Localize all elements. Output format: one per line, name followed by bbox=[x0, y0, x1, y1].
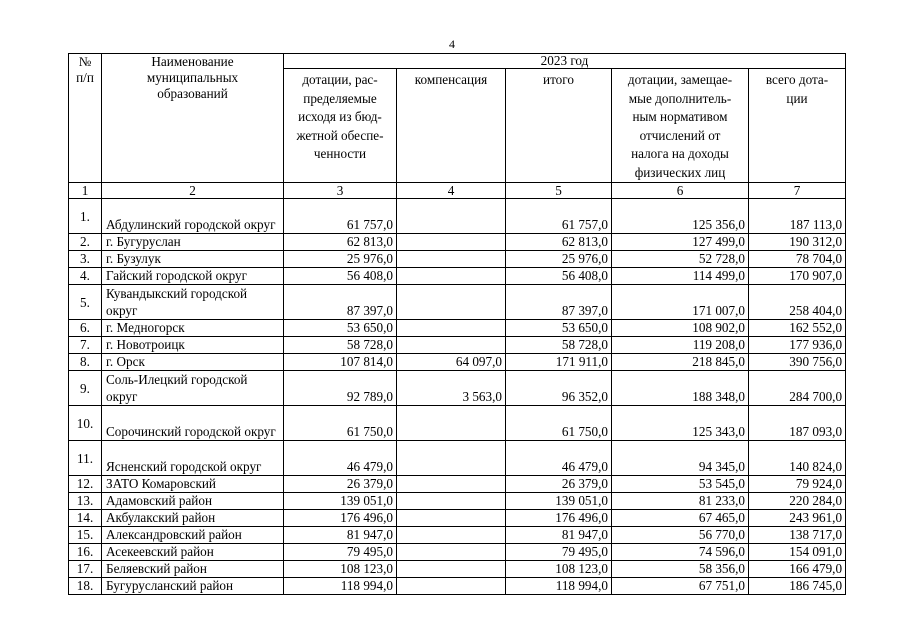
row-value bbox=[397, 285, 506, 320]
row-name: ЗАТО Комаровский bbox=[102, 476, 284, 493]
row-value: 56 408,0 bbox=[506, 268, 612, 285]
row-value bbox=[397, 406, 506, 441]
header-municipality: Наименование муниципальных образований bbox=[102, 54, 284, 183]
row-value: 114 499,0 bbox=[612, 268, 749, 285]
row-value bbox=[397, 199, 506, 234]
table-row bbox=[69, 476, 846, 493]
header-col-subsidies-budget: дотации, рас- пределяемые исходя из бюд- жетной обеспе- ченности bbox=[284, 69, 397, 183]
row-value: 138 717,0 bbox=[749, 527, 846, 544]
row-value: 26 379,0 bbox=[284, 476, 397, 493]
row-value: 56 408,0 bbox=[284, 268, 397, 285]
row-value: 81 947,0 bbox=[506, 527, 612, 544]
header-col-total: итого bbox=[506, 69, 612, 183]
row-index: 13. bbox=[69, 493, 102, 510]
row-value bbox=[397, 337, 506, 354]
row-name: Бугурусланский район bbox=[102, 578, 284, 595]
row-value: 25 976,0 bbox=[506, 251, 612, 268]
row-value bbox=[397, 493, 506, 510]
row-value: 46 479,0 bbox=[284, 441, 397, 476]
row-value: 108 123,0 bbox=[284, 561, 397, 578]
row-name: Александровский район bbox=[102, 527, 284, 544]
row-value: 176 496,0 bbox=[284, 510, 397, 527]
row-value: 53 545,0 bbox=[612, 476, 749, 493]
page-number: 4 bbox=[449, 37, 455, 51]
column-number: 2 bbox=[102, 183, 284, 199]
table-row bbox=[69, 285, 846, 320]
row-value: 284 700,0 bbox=[749, 371, 846, 406]
row-name: Соль-Илецкий городской округ bbox=[102, 371, 284, 406]
row-value: 108 123,0 bbox=[506, 561, 612, 578]
row-name: г. Медногорск bbox=[102, 320, 284, 337]
row-value: 139 051,0 bbox=[506, 493, 612, 510]
row-index: 4. bbox=[69, 268, 102, 285]
row-value: 74 596,0 bbox=[612, 544, 749, 561]
row-value: 125 356,0 bbox=[612, 199, 749, 234]
row-name: Ясненский городской округ bbox=[102, 441, 284, 476]
header-number: № п/п bbox=[69, 54, 102, 183]
row-value bbox=[397, 268, 506, 285]
table-row bbox=[69, 578, 846, 595]
row-name: г. Бузулук bbox=[102, 251, 284, 268]
row-value: 154 091,0 bbox=[749, 544, 846, 561]
row-value: 25 976,0 bbox=[284, 251, 397, 268]
row-index: 11. bbox=[69, 441, 102, 476]
header-col-compensation: компенсация bbox=[397, 69, 506, 183]
row-value: 118 994,0 bbox=[284, 578, 397, 595]
table-row bbox=[69, 199, 846, 234]
table-row bbox=[69, 337, 846, 354]
row-value: 58 728,0 bbox=[284, 337, 397, 354]
row-value: 188 348,0 bbox=[612, 371, 749, 406]
column-number: 7 bbox=[749, 183, 846, 199]
row-value: 125 343,0 bbox=[612, 406, 749, 441]
row-name: Беляевский район bbox=[102, 561, 284, 578]
row-value: 3 563,0 bbox=[397, 371, 506, 406]
row-value: 187 113,0 bbox=[749, 199, 846, 234]
row-value: 56 770,0 bbox=[612, 527, 749, 544]
row-value bbox=[397, 510, 506, 527]
row-value: 94 345,0 bbox=[612, 441, 749, 476]
row-value: 107 814,0 bbox=[284, 354, 397, 371]
row-value: 218 845,0 bbox=[612, 354, 749, 371]
row-value: 258 404,0 bbox=[749, 285, 846, 320]
row-index: 14. bbox=[69, 510, 102, 527]
row-value: 127 499,0 bbox=[612, 234, 749, 251]
row-name: г. Орск bbox=[102, 354, 284, 371]
row-value: 53 650,0 bbox=[284, 320, 397, 337]
row-name: г. Бугуруслан bbox=[102, 234, 284, 251]
table-row bbox=[69, 371, 846, 406]
row-value: 187 093,0 bbox=[749, 406, 846, 441]
table-row bbox=[69, 406, 846, 441]
row-index: 16. bbox=[69, 544, 102, 561]
column-number: 5 bbox=[506, 183, 612, 199]
row-value: 64 097,0 bbox=[397, 354, 506, 371]
row-value: 220 284,0 bbox=[749, 493, 846, 510]
row-index: 7. bbox=[69, 337, 102, 354]
table-row bbox=[69, 561, 846, 578]
row-value: 78 704,0 bbox=[749, 251, 846, 268]
row-value: 176 496,0 bbox=[506, 510, 612, 527]
table-row bbox=[69, 251, 846, 268]
table-row bbox=[69, 268, 846, 285]
row-name: Сорочинский городской округ bbox=[102, 406, 284, 441]
table-row bbox=[69, 544, 846, 561]
row-index: 2. bbox=[69, 234, 102, 251]
row-value: 52 728,0 bbox=[612, 251, 749, 268]
row-value: 81 947,0 bbox=[284, 527, 397, 544]
row-index: 10. bbox=[69, 406, 102, 441]
row-value bbox=[397, 476, 506, 493]
row-value: 96 352,0 bbox=[506, 371, 612, 406]
table-row bbox=[69, 234, 846, 251]
row-value: 140 824,0 bbox=[749, 441, 846, 476]
column-number: 6 bbox=[612, 183, 749, 199]
row-name: Адамовский район bbox=[102, 493, 284, 510]
header-col-subsidies-tax: дотации, замещае- мые дополнитель- ным нормативом отчислений от налога на доходы физических лиц bbox=[612, 69, 749, 183]
row-name: г. Новотроицк bbox=[102, 337, 284, 354]
row-value bbox=[397, 251, 506, 268]
row-index: 5. bbox=[69, 285, 102, 320]
row-value bbox=[397, 544, 506, 561]
row-index: 1. bbox=[69, 199, 102, 234]
row-value: 177 936,0 bbox=[749, 337, 846, 354]
row-value: 67 751,0 bbox=[612, 578, 749, 595]
row-value: 61 757,0 bbox=[284, 199, 397, 234]
row-index: 18. bbox=[69, 578, 102, 595]
row-value: 61 757,0 bbox=[506, 199, 612, 234]
header-col-total-subsidies: всего дота- ции bbox=[749, 69, 846, 183]
table-row bbox=[69, 354, 846, 371]
table-row bbox=[69, 527, 846, 544]
row-value: 61 750,0 bbox=[506, 406, 612, 441]
row-value bbox=[397, 527, 506, 544]
column-number: 3 bbox=[284, 183, 397, 199]
row-value bbox=[397, 320, 506, 337]
header-year: 2023 год bbox=[284, 54, 846, 69]
row-index: 9. bbox=[69, 371, 102, 406]
row-value: 119 208,0 bbox=[612, 337, 749, 354]
row-value: 79 495,0 bbox=[284, 544, 397, 561]
row-value: 62 813,0 bbox=[284, 234, 397, 251]
row-value: 390 756,0 bbox=[749, 354, 846, 371]
row-value: 53 650,0 bbox=[506, 320, 612, 337]
row-value: 67 465,0 bbox=[612, 510, 749, 527]
row-value: 171 911,0 bbox=[506, 354, 612, 371]
row-value bbox=[397, 234, 506, 251]
row-name: Кувандыкский городской округ bbox=[102, 285, 284, 320]
column-number: 4 bbox=[397, 183, 506, 199]
row-value: 190 312,0 bbox=[749, 234, 846, 251]
row-value: 81 233,0 bbox=[612, 493, 749, 510]
row-value: 166 479,0 bbox=[749, 561, 846, 578]
subsidies-table bbox=[68, 53, 846, 595]
row-index: 6. bbox=[69, 320, 102, 337]
row-value: 186 745,0 bbox=[749, 578, 846, 595]
row-value bbox=[397, 578, 506, 595]
table-row bbox=[69, 320, 846, 337]
row-value: 61 750,0 bbox=[284, 406, 397, 441]
row-value: 243 961,0 bbox=[749, 510, 846, 527]
row-value: 79 495,0 bbox=[506, 544, 612, 561]
row-value: 108 902,0 bbox=[612, 320, 749, 337]
row-name: Акбулакский район bbox=[102, 510, 284, 527]
row-name: Абдулинский городской округ bbox=[102, 199, 284, 234]
row-name: Асекеевский район bbox=[102, 544, 284, 561]
table-row bbox=[69, 493, 846, 510]
row-index: 12. bbox=[69, 476, 102, 493]
row-value: 171 007,0 bbox=[612, 285, 749, 320]
row-value: 170 907,0 bbox=[749, 268, 846, 285]
row-index: 15. bbox=[69, 527, 102, 544]
table-row bbox=[69, 441, 846, 476]
row-name: Гайский городской округ bbox=[102, 268, 284, 285]
column-number: 1 bbox=[69, 183, 102, 199]
row-value: 46 479,0 bbox=[506, 441, 612, 476]
row-value: 26 379,0 bbox=[506, 476, 612, 493]
row-value bbox=[397, 561, 506, 578]
row-value: 162 552,0 bbox=[749, 320, 846, 337]
row-index: 8. bbox=[69, 354, 102, 371]
row-index: 3. bbox=[69, 251, 102, 268]
row-value bbox=[397, 441, 506, 476]
row-value: 62 813,0 bbox=[506, 234, 612, 251]
row-value: 58 728,0 bbox=[506, 337, 612, 354]
row-value: 139 051,0 bbox=[284, 493, 397, 510]
table-row bbox=[69, 510, 846, 527]
row-value: 87 397,0 bbox=[506, 285, 612, 320]
row-value: 87 397,0 bbox=[284, 285, 397, 320]
row-value: 118 994,0 bbox=[506, 578, 612, 595]
row-index: 17. bbox=[69, 561, 102, 578]
row-value: 92 789,0 bbox=[284, 371, 397, 406]
row-value: 58 356,0 bbox=[612, 561, 749, 578]
row-value: 79 924,0 bbox=[749, 476, 846, 493]
